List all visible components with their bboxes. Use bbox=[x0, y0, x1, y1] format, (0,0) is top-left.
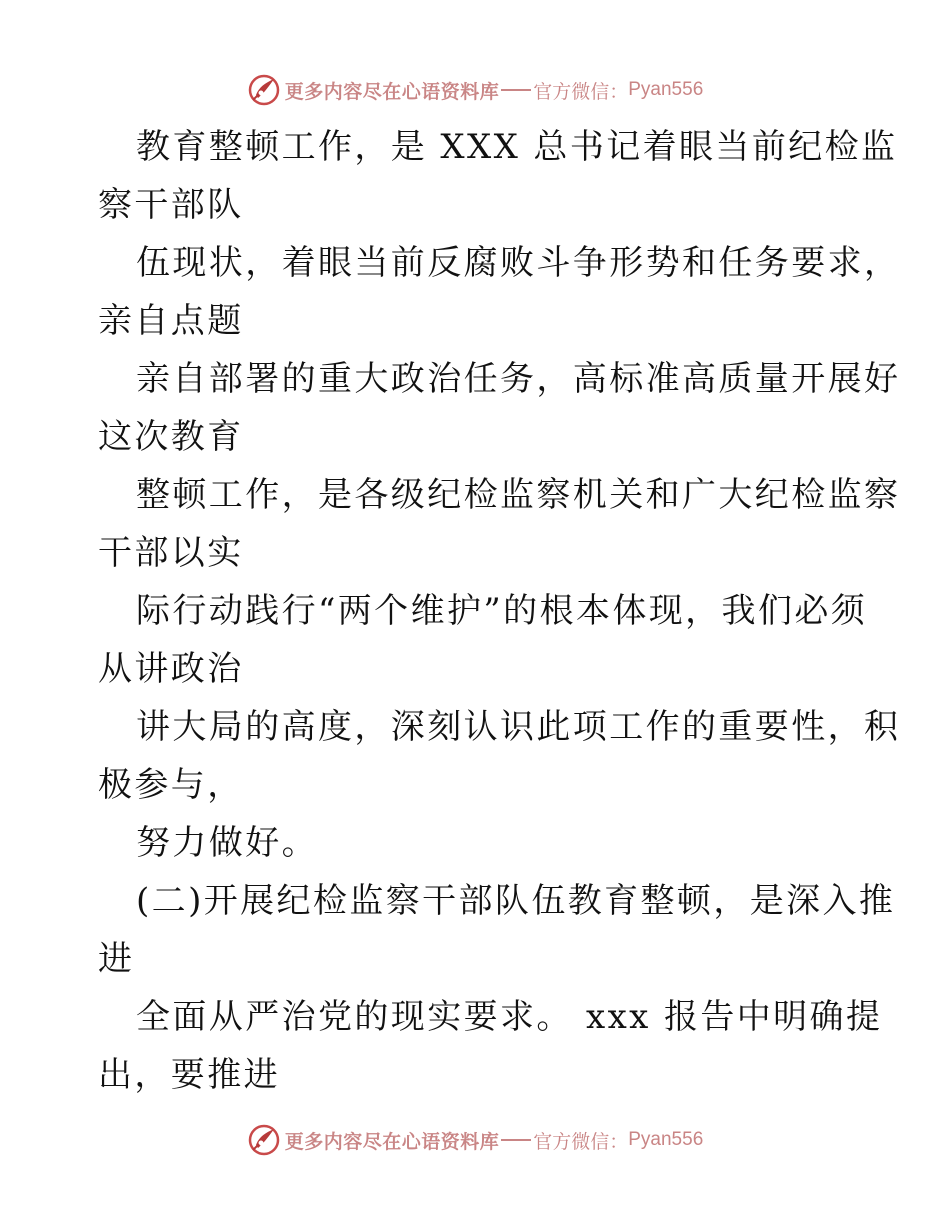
watermark-dash bbox=[501, 1139, 531, 1141]
watermark-id: Pyan556 bbox=[628, 79, 704, 100]
text-line: 进 bbox=[98, 939, 135, 979]
text-line: 整顿工作，是各级纪检监察机关和广大纪检监察 bbox=[136, 475, 901, 515]
text-line: 极参与， bbox=[98, 765, 244, 805]
pen-logo-icon bbox=[247, 1123, 281, 1157]
text-line: 亲自点题 bbox=[98, 301, 244, 341]
text-line: 干部以实 bbox=[98, 533, 244, 573]
text-line: 出，要推进 bbox=[98, 1055, 280, 1095]
footer-watermark bbox=[0, 1120, 950, 1160]
document-body bbox=[98, 118, 901, 1104]
text-line: 全面从严治党的现实要求。 xxx 报告中明确提 bbox=[136, 997, 883, 1037]
watermark-brand: 更多内容尽在心语资料库 bbox=[284, 80, 500, 103]
text-line: 际行动践行“两个维护”的根本体现，我们必须 bbox=[136, 591, 868, 631]
text-line: 亲自部署的重大政治任务，高标准高质量开展好 bbox=[136, 359, 901, 399]
watermark-brand: 更多内容尽在心语资料库 bbox=[284, 1130, 500, 1153]
watermark-suffix: 官方微信： bbox=[533, 1130, 629, 1153]
watermark-id: Pyan556 bbox=[628, 1129, 704, 1150]
text-line: (二)开展纪检监察干部队伍教育整顿，是深入推 bbox=[136, 881, 896, 921]
text-line: 察干部队 bbox=[98, 185, 244, 225]
text-line: 这次教育 bbox=[98, 417, 244, 457]
text-line: 教育整顿工作，是 XXX 总书记着眼当前纪检监 bbox=[136, 127, 898, 167]
watermark-suffix: 官方微信： bbox=[533, 80, 629, 103]
text-line: 讲大局的高度，深刻认识此项工作的重要性，积 bbox=[136, 707, 901, 747]
text-line: 努力做好。 bbox=[136, 823, 318, 863]
text-line: 伍现状，着眼当前反腐败斗争形势和任务要求， bbox=[136, 243, 901, 283]
pen-logo-icon bbox=[247, 73, 281, 107]
header-watermark bbox=[0, 70, 950, 110]
watermark-dash bbox=[501, 89, 531, 91]
text-line: 从讲政治 bbox=[98, 649, 244, 689]
